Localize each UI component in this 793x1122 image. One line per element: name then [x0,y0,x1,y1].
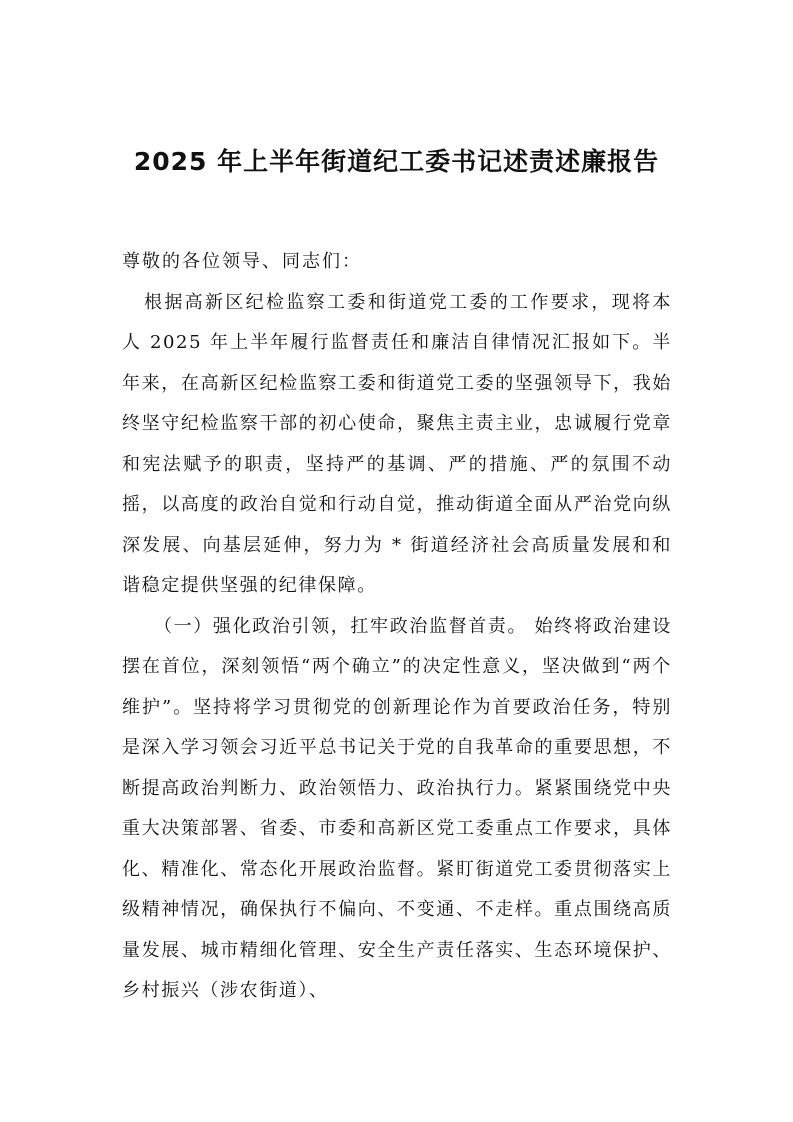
document-title: 2025 年上半年街道纪工委书记述责述廉报告 [133,146,660,176]
paragraph-section-1: （一）强化政治引领，扛牢政治监督首责。 始终将政治建设摆在首位，深刻领悟“两个确立”的决定性意义，坚决做到“两个维护”。坚持将学习贯彻党的创新理论作为首要政治任务，特别是深入学习领会习近平总书记关于党的自我革命的重要思想，不断提高政治判断力、政治领悟力、政治执行力。紧紧围绕党中央重大决策部署、省委、市委和高新区党工委重点工作要求，具体化、精准化、常态化开展政治监督。紧盯街道党工委贯彻落实上级精神情况，确保执行不偏向、不变通、不走样。重点围绕高质量发展、城市精细化管理、安全生产责任落实、生态环境保护、乡村振兴（涉农街道）、 [122,615,672,1001]
document-body [122,242,672,1012]
salutation: 尊敬的各位领导、同志们： [122,251,362,272]
paragraph-intro: 根据高新区纪检监察工委和街道党工委的工作要求，现将本人 2025 年上半年履行监督责任和廉洁自律情况汇报如下。半年来，在高新区纪检监察工委和街道党工委的坚强领导下，我始终坚守纪检监察干部的初心使命，聚焦主责主业，忠诚履行党章和宪法赋予的职责，坚持严的基调、严的措施、严的氛围不动摇，以高度的政治自觉和行动自觉，推动街道全面从严治党向纵深发展、向基层延伸，努力为 * 街道经济社会高质量发展和和谐稳定提供坚强的纪律保障。 [122,291,672,596]
